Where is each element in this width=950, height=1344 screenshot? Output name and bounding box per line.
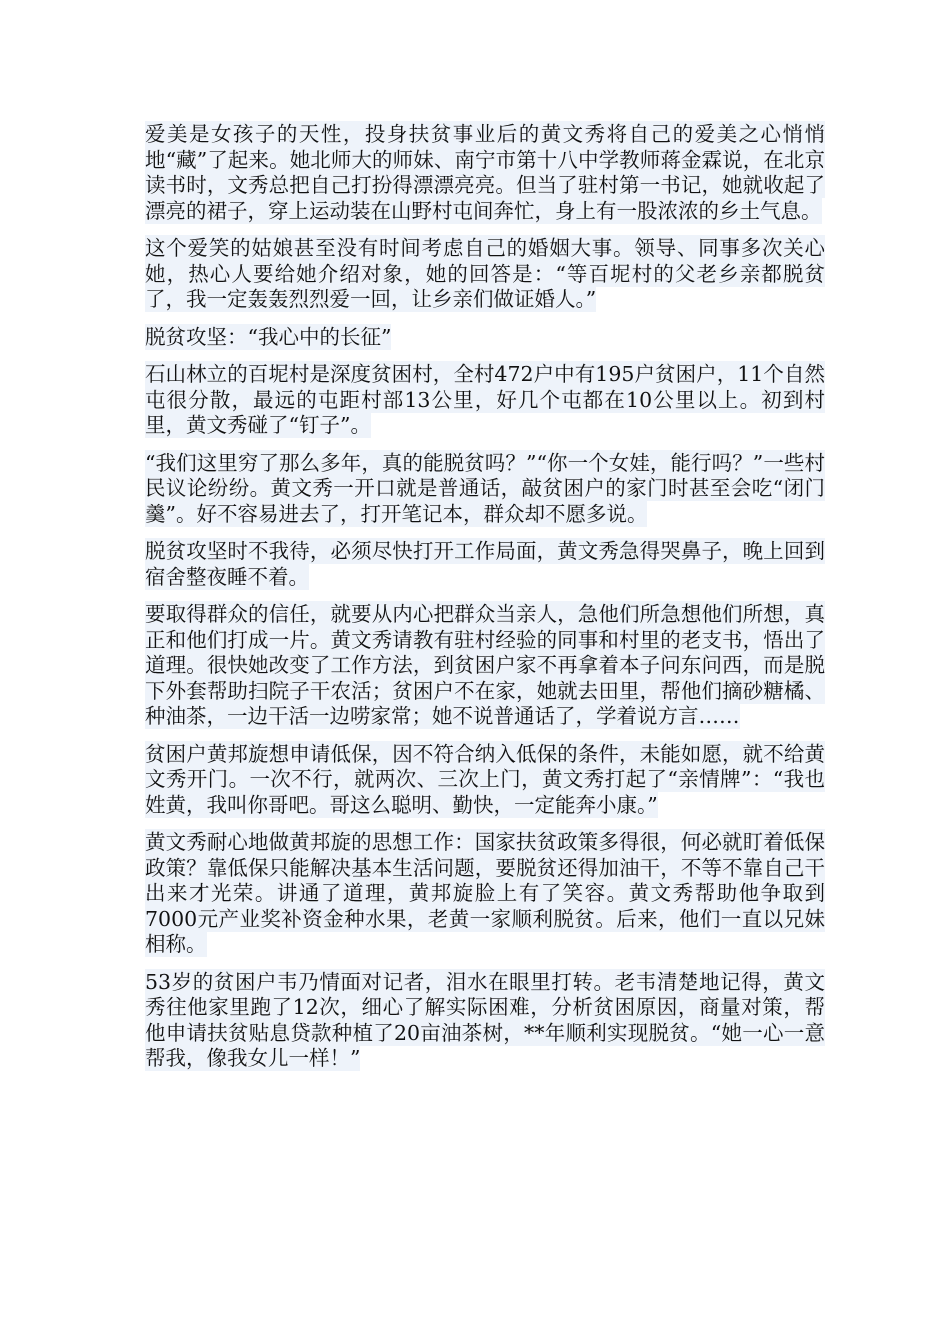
paragraph-text: 53岁的贫困户韦乃情面对记者，泪水在眼里打转。老韦清楚地记得，黄文秀往他家里跑了12次，细心了解实际困难，分析贫困原因，商量对策，帮他申请扶贫贴息贷款种植了20亩油茶树，**年顺利实现脱贫。“她一心一意帮我，像我女儿一样！” [145,969,825,1070]
paragraph-5 [145,539,825,590]
paragraph-3 [145,362,825,439]
heading-text: 脱贫攻坚：“我心中的长征” [145,324,392,349]
paragraph-1 [145,122,825,224]
section-heading [145,325,825,351]
paragraph-9 [145,970,825,1072]
paragraph-text: 要取得群众的信任，就要从内心把群众当亲人，急他们所急想他们所想，真正和他们打成一片。黄文秀请教有驻村经验的同事和村里的老支书，悟出了道理。很快她改变了工作方法，到贫困户家不再拿着本子问东问西，而是脱下外套帮助扫院子干农活；贫困户不在家，她就去田里，帮他们摘砂糖橘、种油茶，一边干活一边唠家常；她不说普通话了，学着说方言…… [145,602,825,728]
paragraph-text: 爱美是女孩子的天性，投身扶贫事业后的黄文秀将自己的爱美之心悄悄地“藏”了起来。她北师大的师妹、南宁市第十八中学教师蒋金霖说，在北京读书时，文秀总把自己打扮得漂漂亮亮。但当了驻村第一书记，她就收起了漂亮的裙子，穿上运动装在山野村屯间奔忙，身上有一股浓浓的乡土气息。 [145,122,825,223]
document-body [145,122,825,1084]
paragraph-text: 石山林立的百坭村是深度贫困村，全村472户中有195户贫困户，11个自然屯很分散，最远的屯距村部13公里，好几个屯都在10公里以上。初到村里，黄文秀碰了“钉子”。 [145,362,825,437]
paragraph-text: 黄文秀耐心地做黄邦旋的思想工作：国家扶贫政策多得很，何必就盯着低保政策？靠低保只能解决基本生活问题，要脱贫还得加油干，不等不靠自己干出来才光荣。讲通了道理，黄邦旋脸上有了笑容。黄文秀帮助他争取到7000元产业奖补资金种水果，老黄一家顺利脱贫。后来，他们一直以兄妹相称。 [145,830,825,956]
paragraph-2 [145,236,825,313]
paragraph-text: “我们这里穷了那么多年，真的能脱贫吗？”“你一个女娃，能行吗？”一些村民议论纷纷。黄文秀一开口就是普通话，敲贫困户的家门时甚至会吃“闭门羹”。好不容易进去了，打开笔记本，群众却不愿多说。 [145,450,825,526]
paragraph-text: 贫困户黄邦旋想申请低保，因不符合纳入低保的条件，未能如愿，就不给黄文秀开门。一次不行，就两次、三次上门，黄文秀打起了“亲情牌”：“我也姓黄，我叫你哥吧。哥这么聪明、勤快，一定能奔小康。” [145,741,825,817]
paragraph-text: 脱贫攻坚时不我待，必须尽快打开工作局面，黄文秀急得哭鼻子，晚上回到宿舍整夜睡不着。 [145,539,825,589]
paragraph-7 [145,742,825,819]
paragraph-4 [145,451,825,528]
paragraph-8 [145,830,825,958]
paragraph-6 [145,602,825,730]
paragraph-text: 这个爱笑的姑娘甚至没有时间考虑自己的婚姻大事。领导、同事多次关心她，热心人要给她介绍对象，她的回答是：“等百坭村的父老乡亲都脱贫了，我一定轰轰烈烈爱一回，让乡亲们做证婚人。” [145,236,825,311]
